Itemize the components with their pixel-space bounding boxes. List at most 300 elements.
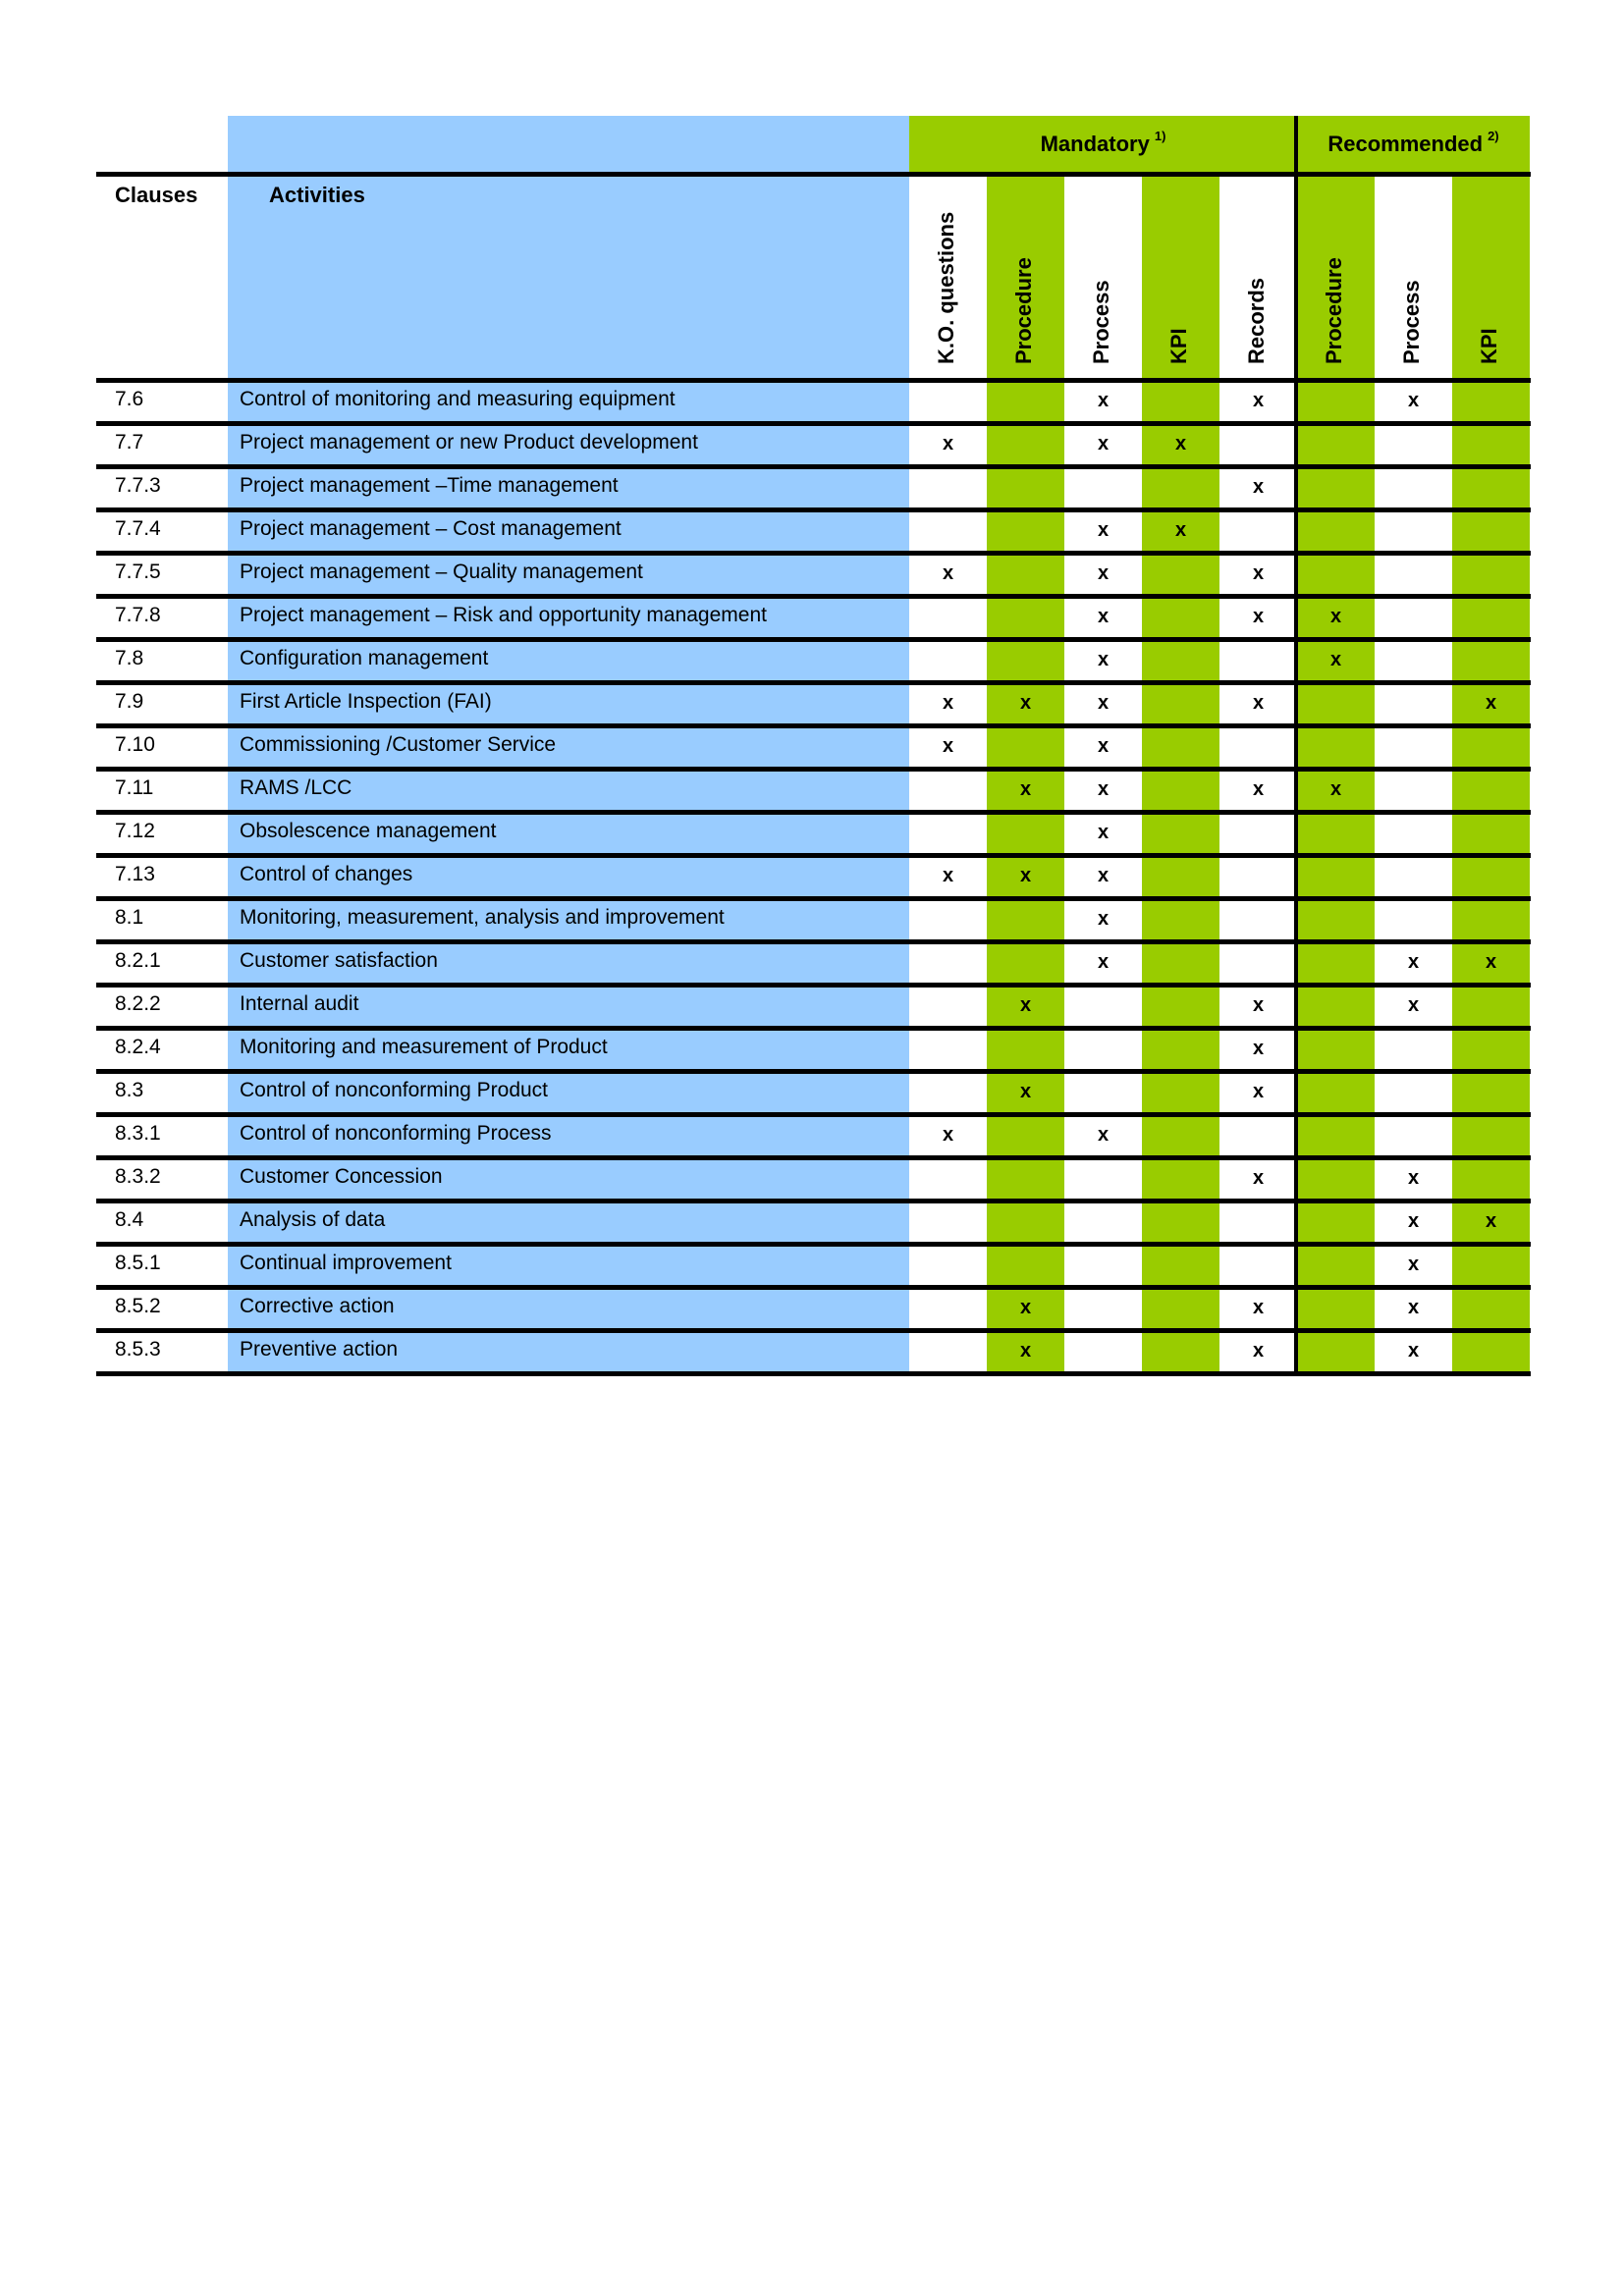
check-mark: x xyxy=(1097,822,1110,843)
band-spacer xyxy=(96,116,228,172)
table-row xyxy=(96,988,1531,1026)
cell-recommended-procedure xyxy=(1297,728,1375,767)
cell-mandatory-procedure xyxy=(987,858,1064,896)
cell-mandatory-procedure xyxy=(987,1031,1064,1069)
check-mark: x xyxy=(1097,1124,1110,1146)
cell-records xyxy=(1219,512,1297,551)
cell-mandatory-procedure xyxy=(987,469,1064,507)
cell-mandatory-kpi xyxy=(1142,426,1219,464)
check-mark: x xyxy=(1019,778,1032,800)
cell-recommended-procedure xyxy=(1297,642,1375,680)
cell-mandatory-process xyxy=(1064,1203,1142,1242)
cell-recommended-kpi xyxy=(1452,1160,1530,1199)
check-mark: x xyxy=(1407,994,1420,1016)
cell-mandatory-kpi xyxy=(1142,1160,1219,1199)
activity-cell: Monitoring and measurement of Product xyxy=(228,1031,909,1069)
col-header-mandatory-process xyxy=(1064,177,1142,378)
check-mark: x xyxy=(1407,1297,1420,1318)
clause-cell: 8.4 xyxy=(115,1208,144,1231)
activity-cell: Internal audit xyxy=(228,988,909,1026)
cell-ko-questions xyxy=(909,1031,987,1069)
check-mark: x xyxy=(1097,735,1110,757)
clause-cell: 8.5.3 xyxy=(115,1338,161,1361)
check-mark: x xyxy=(1019,1297,1032,1318)
cell-mandatory-kpi xyxy=(1142,685,1219,723)
cell-recommended-procedure xyxy=(1297,988,1375,1026)
check-mark: x xyxy=(1019,692,1032,714)
cell-records xyxy=(1219,383,1297,421)
check-mark: x xyxy=(1252,692,1265,714)
activity-cell: Configuration management xyxy=(228,642,909,680)
activity-cell: Project management – Risk and opportunity management xyxy=(228,599,909,637)
cell-mandatory-procedure xyxy=(987,599,1064,637)
row-rule xyxy=(96,1371,1531,1376)
cell-recommended-kpi xyxy=(1452,772,1530,810)
column-header-row xyxy=(96,177,1531,378)
cell-recommended-kpi xyxy=(1452,1290,1530,1328)
cell-mandatory-process xyxy=(1064,901,1142,939)
cell-ko-questions xyxy=(909,685,987,723)
check-mark: x xyxy=(1407,1254,1420,1275)
table-row xyxy=(96,944,1531,983)
cell-records xyxy=(1219,728,1297,767)
table-row xyxy=(96,512,1531,551)
clause-cell: 8.2.2 xyxy=(115,992,161,1015)
cell-mandatory-process xyxy=(1064,988,1142,1026)
cell-recommended-process xyxy=(1375,642,1452,680)
table-row xyxy=(96,599,1531,637)
check-mark: x xyxy=(1097,908,1110,930)
cell-recommended-procedure xyxy=(1297,383,1375,421)
check-mark: x xyxy=(1097,865,1110,886)
table-row xyxy=(96,1074,1531,1112)
cell-mandatory-procedure xyxy=(987,1203,1064,1242)
clause-cell: 7.6 xyxy=(115,388,144,410)
clause-cell: 8.3 xyxy=(115,1079,144,1101)
clause-cell: 8.2.4 xyxy=(115,1036,161,1058)
cell-records xyxy=(1219,815,1297,853)
check-mark: x xyxy=(1252,994,1265,1016)
cell-mandatory-process xyxy=(1064,1031,1142,1069)
cell-mandatory-kpi xyxy=(1142,988,1219,1026)
check-mark: x xyxy=(1252,606,1265,627)
cell-recommended-kpi xyxy=(1452,728,1530,767)
cell-mandatory-procedure xyxy=(987,642,1064,680)
cell-mandatory-kpi xyxy=(1142,383,1219,421)
col-label: Process xyxy=(1398,280,1424,364)
activity-cell: RAMS /LCC xyxy=(228,772,909,810)
table-row xyxy=(96,1333,1531,1371)
cell-recommended-kpi xyxy=(1452,815,1530,853)
check-mark: x xyxy=(1252,562,1265,584)
clause-cell: 7.13 xyxy=(115,863,155,885)
check-mark: x xyxy=(942,692,954,714)
cell-records xyxy=(1219,1160,1297,1199)
cell-mandatory-procedure xyxy=(987,556,1064,594)
cell-recommended-process xyxy=(1375,1117,1452,1155)
group-header-recommended xyxy=(1297,116,1530,172)
clause-cell: 8.1 xyxy=(115,906,144,929)
activity-cell: Obsolescence management xyxy=(228,815,909,853)
table-row xyxy=(96,1247,1531,1285)
cell-ko-questions xyxy=(909,988,987,1026)
check-mark: x xyxy=(1097,778,1110,800)
cell-recommended-procedure xyxy=(1297,901,1375,939)
cell-recommended-procedure xyxy=(1297,599,1375,637)
cell-recommended-procedure xyxy=(1297,1333,1375,1371)
check-mark: x xyxy=(1329,606,1342,627)
col-header-mandatory-kpi xyxy=(1142,177,1219,378)
cell-recommended-kpi xyxy=(1452,1333,1530,1371)
cell-mandatory-procedure xyxy=(987,1117,1064,1155)
cell-recommended-process xyxy=(1375,772,1452,810)
cell-recommended-process xyxy=(1375,383,1452,421)
cell-mandatory-process xyxy=(1064,426,1142,464)
activity-cell: Preventive action xyxy=(228,1333,909,1371)
check-mark: x xyxy=(1485,951,1497,973)
cell-recommended-process xyxy=(1375,512,1452,551)
cell-mandatory-process xyxy=(1064,556,1142,594)
cell-mandatory-process xyxy=(1064,815,1142,853)
check-mark: x xyxy=(1329,778,1342,800)
cell-ko-questions xyxy=(909,1203,987,1242)
check-mark: x xyxy=(1407,1167,1420,1189)
cell-recommended-process xyxy=(1375,556,1452,594)
activity-cell: Corrective action xyxy=(228,1290,909,1328)
cell-mandatory-procedure xyxy=(987,383,1064,421)
col-header-recommended-kpi xyxy=(1452,177,1530,378)
cell-mandatory-kpi xyxy=(1142,1203,1219,1242)
cell-ko-questions xyxy=(909,772,987,810)
band-activities-fill xyxy=(228,116,909,172)
activity-cell: Customer Concession xyxy=(228,1160,909,1199)
footnote-marker: 2) xyxy=(1488,129,1499,143)
table-row xyxy=(96,858,1531,896)
cell-recommended-procedure xyxy=(1297,512,1375,551)
check-mark: x xyxy=(1097,649,1110,670)
table-row xyxy=(96,642,1531,680)
cell-records xyxy=(1219,1203,1297,1242)
cell-recommended-procedure xyxy=(1297,1117,1375,1155)
cell-mandatory-process xyxy=(1064,728,1142,767)
group-header-mandatory xyxy=(909,116,1297,172)
cell-mandatory-process xyxy=(1064,944,1142,983)
check-mark: x xyxy=(1097,433,1110,454)
cell-recommended-process xyxy=(1375,1160,1452,1199)
cell-mandatory-process xyxy=(1064,772,1142,810)
cell-mandatory-kpi xyxy=(1142,1074,1219,1112)
cell-recommended-process xyxy=(1375,1333,1452,1371)
clause-cell: 7.10 xyxy=(115,733,155,756)
clause-cell: 7.7.5 xyxy=(115,561,161,583)
clause-cell: 7.7.8 xyxy=(115,604,161,626)
activity-cell: Control of changes xyxy=(228,858,909,896)
cell-recommended-procedure xyxy=(1297,772,1375,810)
cell-recommended-process xyxy=(1375,858,1452,896)
table-row xyxy=(96,1203,1531,1242)
cell-recommended-kpi xyxy=(1452,944,1530,983)
cell-records xyxy=(1219,469,1297,507)
cell-mandatory-kpi xyxy=(1142,772,1219,810)
cell-ko-questions xyxy=(909,1290,987,1328)
cell-mandatory-procedure xyxy=(987,512,1064,551)
table-row xyxy=(96,728,1531,767)
footnote-marker: 1) xyxy=(1154,129,1166,143)
check-mark: x xyxy=(1252,778,1265,800)
cell-mandatory-procedure xyxy=(987,685,1064,723)
check-mark: x xyxy=(1329,649,1342,670)
cell-recommended-kpi xyxy=(1452,1203,1530,1242)
check-mark: x xyxy=(1019,1340,1032,1362)
cell-recommended-process xyxy=(1375,988,1452,1026)
cell-recommended-procedure xyxy=(1297,1203,1375,1242)
cell-recommended-procedure xyxy=(1297,1247,1375,1285)
table-row xyxy=(96,901,1531,939)
cell-mandatory-procedure xyxy=(987,944,1064,983)
check-mark: x xyxy=(942,1124,954,1146)
col-label: Procedure xyxy=(1010,257,1036,364)
cell-ko-questions xyxy=(909,1160,987,1199)
cell-recommended-process xyxy=(1375,1247,1452,1285)
cell-ko-questions xyxy=(909,383,987,421)
cell-mandatory-process xyxy=(1064,512,1142,551)
cell-recommended-procedure xyxy=(1297,815,1375,853)
cell-recommended-process xyxy=(1375,944,1452,983)
clause-cell: 7.9 xyxy=(115,690,144,713)
check-mark: x xyxy=(1252,1297,1265,1318)
cell-mandatory-process xyxy=(1064,858,1142,896)
cell-records xyxy=(1219,1247,1297,1285)
cell-records xyxy=(1219,772,1297,810)
cell-ko-questions xyxy=(909,944,987,983)
clause-cell: 7.7.3 xyxy=(115,474,161,497)
activity-cell: Continual improvement xyxy=(228,1247,909,1285)
cell-recommended-process xyxy=(1375,1203,1452,1242)
cell-mandatory-procedure xyxy=(987,1074,1064,1112)
cell-ko-questions xyxy=(909,1074,987,1112)
cell-records xyxy=(1219,988,1297,1026)
cell-ko-questions xyxy=(909,642,987,680)
group-header-band xyxy=(96,116,1531,172)
cell-mandatory-process xyxy=(1064,1160,1142,1199)
cell-mandatory-kpi xyxy=(1142,469,1219,507)
check-mark: x xyxy=(1097,519,1110,541)
cell-records xyxy=(1219,426,1297,464)
cell-mandatory-kpi xyxy=(1142,642,1219,680)
cell-recommended-kpi xyxy=(1452,469,1530,507)
check-mark: x xyxy=(1252,1340,1265,1362)
cell-ko-questions xyxy=(909,1117,987,1155)
activities-header: Activities xyxy=(228,177,909,378)
cell-recommended-kpi xyxy=(1452,988,1530,1026)
cell-recommended-kpi xyxy=(1452,858,1530,896)
cell-records xyxy=(1219,901,1297,939)
cell-recommended-process xyxy=(1375,599,1452,637)
cell-recommended-kpi xyxy=(1452,426,1530,464)
cell-records xyxy=(1219,685,1297,723)
cell-recommended-procedure xyxy=(1297,426,1375,464)
table-row xyxy=(96,815,1531,853)
cell-records xyxy=(1219,599,1297,637)
cell-mandatory-kpi xyxy=(1142,1290,1219,1328)
col-header-ko-questions xyxy=(909,177,987,378)
cell-ko-questions xyxy=(909,728,987,767)
cell-recommended-kpi xyxy=(1452,599,1530,637)
cell-mandatory-process xyxy=(1064,383,1142,421)
cell-ko-questions xyxy=(909,469,987,507)
cell-mandatory-procedure xyxy=(987,901,1064,939)
check-mark: x xyxy=(1019,865,1032,886)
col-label: KPI xyxy=(1476,328,1501,364)
cell-mandatory-procedure xyxy=(987,426,1064,464)
group-label: Mandatory xyxy=(1040,131,1150,156)
cell-mandatory-kpi xyxy=(1142,1031,1219,1069)
activity-cell: First Article Inspection (FAI) xyxy=(228,685,909,723)
cell-mandatory-process xyxy=(1064,469,1142,507)
activity-cell: Control of nonconforming Process xyxy=(228,1117,909,1155)
cell-ko-questions xyxy=(909,858,987,896)
cell-recommended-kpi xyxy=(1452,1247,1530,1285)
cell-mandatory-kpi xyxy=(1142,815,1219,853)
check-mark: x xyxy=(1174,519,1187,541)
cell-records xyxy=(1219,1074,1297,1112)
clause-cell: 7.7 xyxy=(115,431,144,454)
activity-cell: Project management or new Product development xyxy=(228,426,909,464)
cell-recommended-process xyxy=(1375,901,1452,939)
cell-mandatory-procedure xyxy=(987,1290,1064,1328)
col-header-records xyxy=(1219,177,1297,378)
clause-cell: 7.11 xyxy=(115,776,154,799)
cell-mandatory-process xyxy=(1064,685,1142,723)
cell-recommended-procedure xyxy=(1297,1290,1375,1328)
cell-recommended-process xyxy=(1375,1290,1452,1328)
cell-mandatory-procedure xyxy=(987,1333,1064,1371)
clause-cell: 7.12 xyxy=(115,820,155,842)
cell-mandatory-process xyxy=(1064,599,1142,637)
check-mark: x xyxy=(942,433,954,454)
check-mark: x xyxy=(1252,1081,1265,1102)
cell-recommended-procedure xyxy=(1297,685,1375,723)
cell-recommended-kpi xyxy=(1452,1031,1530,1069)
cell-records xyxy=(1219,1333,1297,1371)
cell-recommended-process xyxy=(1375,685,1452,723)
activity-cell: Control of monitoring and measuring equipment xyxy=(228,383,909,421)
requirements-matrix-table xyxy=(96,116,1531,1376)
clause-cell: 8.2.1 xyxy=(115,949,161,972)
cell-ko-questions xyxy=(909,1333,987,1371)
cell-recommended-process xyxy=(1375,1074,1452,1112)
activity-cell: Monitoring, measurement, analysis and improvement xyxy=(228,901,909,939)
check-mark: x xyxy=(1097,951,1110,973)
cell-mandatory-procedure xyxy=(987,728,1064,767)
table-row xyxy=(96,383,1531,421)
cell-mandatory-kpi xyxy=(1142,512,1219,551)
cell-recommended-kpi xyxy=(1452,512,1530,551)
table-row xyxy=(96,556,1531,594)
clause-cell: 8.3.1 xyxy=(115,1122,161,1145)
check-mark: x xyxy=(942,735,954,757)
activity-cell: Project management – Cost management xyxy=(228,512,909,551)
cell-mandatory-process xyxy=(1064,1117,1142,1155)
clause-cell: 7.7.4 xyxy=(115,517,161,540)
table-row xyxy=(96,1117,1531,1155)
check-mark: x xyxy=(1097,692,1110,714)
cell-recommended-kpi xyxy=(1452,685,1530,723)
cell-mandatory-procedure xyxy=(987,988,1064,1026)
cell-mandatory-process xyxy=(1064,1247,1142,1285)
check-mark: x xyxy=(1174,433,1187,454)
cell-recommended-process xyxy=(1375,728,1452,767)
cell-records xyxy=(1219,858,1297,896)
cell-ko-questions xyxy=(909,1247,987,1285)
cell-mandatory-process xyxy=(1064,1074,1142,1112)
check-mark: x xyxy=(1252,1038,1265,1059)
activity-cell: Control of nonconforming Product xyxy=(228,1074,909,1112)
cell-recommended-procedure xyxy=(1297,1074,1375,1112)
col-label: K.O. questions xyxy=(933,211,958,364)
cell-mandatory-kpi xyxy=(1142,1333,1219,1371)
check-mark: x xyxy=(1407,1210,1420,1232)
cell-mandatory-kpi xyxy=(1142,858,1219,896)
cell-recommended-kpi xyxy=(1452,383,1530,421)
group-divider xyxy=(1294,116,1298,1376)
clause-cell: 8.3.2 xyxy=(115,1165,161,1188)
cell-ko-questions xyxy=(909,815,987,853)
cell-recommended-process xyxy=(1375,1031,1452,1069)
clause-cell: 7.8 xyxy=(115,647,144,669)
table-row xyxy=(96,469,1531,507)
cell-ko-questions xyxy=(909,426,987,464)
cell-mandatory-procedure xyxy=(987,1247,1064,1285)
cell-recommended-kpi xyxy=(1452,1074,1530,1112)
cell-mandatory-kpi xyxy=(1142,901,1219,939)
cell-ko-questions xyxy=(909,556,987,594)
col-header-mandatory-procedure xyxy=(987,177,1064,378)
cell-mandatory-kpi xyxy=(1142,599,1219,637)
col-label: Records xyxy=(1243,277,1269,364)
col-label: Process xyxy=(1088,280,1113,364)
cell-mandatory-kpi xyxy=(1142,1247,1219,1285)
table-row xyxy=(96,772,1531,810)
cell-recommended-process xyxy=(1375,426,1452,464)
cell-records xyxy=(1219,1117,1297,1155)
cell-recommended-kpi xyxy=(1452,556,1530,594)
check-mark: x xyxy=(1019,1081,1032,1102)
activity-cell: Commissioning /Customer Service xyxy=(228,728,909,767)
cell-recommended-kpi xyxy=(1452,642,1530,680)
check-mark: x xyxy=(1097,606,1110,627)
cell-recommended-procedure xyxy=(1297,1160,1375,1199)
table-body xyxy=(96,383,1531,1376)
clauses-header: Clauses xyxy=(115,183,198,207)
check-mark: x xyxy=(1252,1167,1265,1189)
cell-mandatory-procedure xyxy=(987,1160,1064,1199)
check-mark: x xyxy=(1407,390,1420,411)
cell-recommended-process xyxy=(1375,469,1452,507)
group-label: Recommended xyxy=(1327,131,1484,156)
cell-recommended-procedure xyxy=(1297,1031,1375,1069)
col-label: Procedure xyxy=(1321,257,1346,364)
check-mark: x xyxy=(1097,390,1110,411)
cell-recommended-process xyxy=(1375,815,1452,853)
check-mark: x xyxy=(1252,390,1265,411)
clause-cell: 8.5.2 xyxy=(115,1295,161,1317)
cell-recommended-procedure xyxy=(1297,556,1375,594)
cell-recommended-procedure xyxy=(1297,469,1375,507)
cell-ko-questions xyxy=(909,599,987,637)
check-mark: x xyxy=(1485,1210,1497,1232)
table-row xyxy=(96,1160,1531,1199)
